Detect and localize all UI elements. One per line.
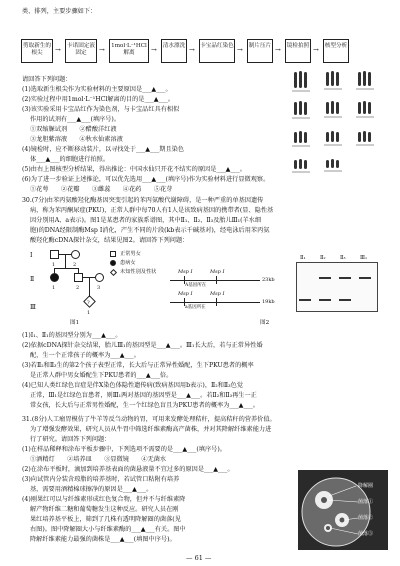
flow-step: 剪取新生的根尖 — [21, 39, 53, 63]
individual-number: 1 — [87, 310, 91, 316]
q30-line: 病，称为苯丙酮尿症(PKU)，正常人群中每70人有1人是该致病基因的携带者(显、隐性基 — [30, 207, 274, 214]
individual-number: 1 — [52, 262, 56, 268]
q30-part: 配，生一个正常孩子的概率为___▲___。 — [30, 352, 140, 359]
q30-line: 30.(7分)由苯丙氨酸羟化酶基因突变引起的苯丙氨酸代谢障碍，是一种严重的单基因遗传 — [22, 197, 264, 204]
gel-band — [319, 299, 331, 301]
q30-part: 是正常人群中男女婚配生下PKU患者的___▲___倍。 — [30, 372, 173, 379]
q30-part: (3)若Ⅱ₂和Ⅱ₃生的第2个孩子表型正常，长大后与正常异性婚配，生下PKU患者的概率 — [22, 362, 254, 369]
gene-label: a基因所在 — [185, 305, 206, 310]
arrow-icon: → — [99, 46, 105, 54]
q30-line: 胞)的DNA经限制酶Msp Ⅰ消化，产生不同的片段(kb表示千碱基对)，经电泳后用苯丙氨 — [30, 227, 270, 234]
individual-number: 1 — [52, 285, 56, 291]
affected-female-symbol — [50, 273, 59, 282]
q29-line: (6)为了进一步验证上述推论，可以优先选用___▲___(填序号)作为实验材料进行显微观察。 — [22, 176, 270, 183]
male-symbol — [74, 273, 83, 282]
lane-header: Ⅱ₃ — [340, 255, 346, 261]
plate-label: 菌落① — [358, 499, 374, 505]
q31-line: (2)在涂布平板时，滴加到培养基表面的菌悬液量不宜过多的原因是___▲___。 — [22, 466, 234, 473]
gel-band — [319, 277, 331, 279]
gel-panel — [296, 262, 378, 312]
enzyme-label: Msp Ⅰ — [178, 269, 193, 275]
flow-step: 卡宝品红染色 — [199, 39, 235, 63]
karyotype-image — [290, 66, 390, 181]
flow-step: 1mol·L⁻¹HCl解离 — [109, 39, 149, 63]
flow-step: 制片压片 — [247, 39, 273, 63]
q29-line: (2)实验过程中用1mol·L⁻¹HCl解离的目的是___▲___。 — [22, 96, 174, 103]
figure-caption: 图1 — [70, 320, 80, 326]
gene-label: A基因所在 — [185, 283, 207, 288]
generation-label: Ⅲ — [30, 304, 36, 311]
q30-part: (2)依据cDNA探针杂交结果，胎儿Ⅲ₁的基因型是___▲___。Ⅲ₁长大后，若与正常异性婚 — [22, 342, 263, 349]
q31-line: (1)在样品稀释和涂布平板步骤中，下列选项不需要的是___▲___(填序号)。 — [22, 446, 226, 453]
female-symbol — [95, 273, 104, 282]
legend-normal-symbol — [110, 251, 116, 257]
flow-step: 核型分析 — [323, 39, 349, 63]
q29-line: ③龙胆紫溶液 ④秋水仙素溶液 — [30, 136, 123, 143]
arrow-icon: → — [189, 46, 195, 54]
individual-number: 3 — [97, 285, 101, 291]
q30-part: 正常，Ⅲ₁是红绿色盲患者，则Ⅲ₁两对基因的基因型是___▲___。若Ⅱ₂和Ⅱ₃再生一正 — [30, 392, 257, 399]
lane-header: Ⅲ₁ — [360, 255, 368, 261]
q29-line: (1)选取新生根尖作为实验材料的主要原因是___▲___。 — [22, 86, 172, 93]
q31-line: 行了研究。请回答下列问题： — [30, 436, 111, 443]
q29-line: ①花萼 ②花瓣 ③雌蕊 ④花药 ⑤花芽 — [30, 186, 173, 193]
q31-line: 基，需要用酒精棉球擦净的原因是___▲___。 — [30, 486, 153, 493]
arrow-icon: → — [313, 46, 319, 54]
q30-part: 常女孩，长大后与正常男性婚配，生一个红绿色盲且为PKU患者的概率为___▲___。 — [30, 402, 259, 409]
q29-line: 请回答下列问题： — [22, 76, 72, 83]
q29-line: (4)镜检时，应不断移动装片，以寻找处于___▲___期且染色 — [22, 146, 185, 153]
descent-line — [65, 254, 66, 268]
q31-line: 为了增强发酵效果，研究人员从牛胃中筛选纤维素酶高产菌株，并对其降解纤维素能力进 — [30, 426, 272, 433]
enzyme-label: Msp Ⅰ — [210, 291, 225, 297]
legend-label: 正常男女 — [120, 251, 141, 257]
cut-site — [216, 276, 217, 284]
size-marker: 19kb — [262, 299, 275, 305]
gel-band — [339, 299, 351, 301]
legend-label: 未知性别及性状 — [120, 269, 157, 275]
q29-line: ①双缩脲试剂 ②醋酸洋红液 — [30, 126, 117, 133]
male-symbol — [50, 250, 59, 259]
q30-line: 因分别用A、a表示)。图1是某患者的家族系谱图，其中Ⅱ₁、Ⅱ₂、Ⅱ₃及胎儿Ⅲ₁(羊水细 — [30, 217, 262, 224]
arrow-icon: → — [55, 46, 61, 54]
arrow-icon: → — [275, 46, 281, 54]
arrow-icon: → — [237, 46, 243, 54]
generation-label: Ⅰ — [30, 252, 33, 259]
q30-line: 酸羟化酶cDNA探针杂交，结果见图2。请回答下列问题： — [30, 237, 189, 244]
unknown-mark: ? — [87, 300, 90, 306]
legend-affected-symbol — [110, 260, 116, 266]
q31-line: ①酒精灯 ②培养皿 ③显微镜 ④无菌水 — [30, 456, 167, 463]
legend-unknown-symbol — [110, 269, 117, 276]
generation-label: Ⅱ — [30, 276, 35, 283]
gel-band — [339, 277, 351, 279]
individual-number: 2 — [76, 285, 80, 291]
q30-part: (1)Ⅰ₁、Ⅱ₁的基因型分别为___▲___。 — [22, 332, 122, 339]
size-marker: 23kb — [262, 277, 275, 283]
lane-header: Ⅱ₁ — [300, 255, 306, 261]
figure-caption: 图2 — [260, 320, 270, 326]
individual-number: 2 — [73, 262, 77, 268]
lane-header: Ⅱ₂ — [320, 255, 326, 261]
petri-plate-figure — [298, 470, 388, 550]
q31-line: 果红培养基平板上，筛到了几株有透明降解圈的菌落(见 — [30, 516, 181, 523]
enzyme-label: Msp Ⅰ — [178, 291, 193, 297]
gel-band — [359, 277, 371, 279]
plate-label: 降解圈 — [358, 483, 374, 489]
q29-line: 体___▲___的细胞进行拍照。 — [30, 156, 110, 163]
q31-line: (3)向试管内分装含琼脂的培养基时，若试管口粘附有培养 — [22, 476, 180, 483]
q31-line: 解产物纤维二糖和葡萄糖发生这种反应。研究人员在刚 — [30, 506, 179, 513]
q31-line: 右图)。图中降解圈大小与纤维素酶的___▲___有关。图中 — [30, 526, 186, 533]
q31-line: 31.(8分)人工瘤胃模仿了牛羊等反刍动物的胃，可用来发酵处理秸秆，提高秸秆的营养价值。 — [22, 416, 276, 423]
q29-line: (5)由右上图核型分析结果，得出推论：中国水仙只开花不结实的原因是___▲___。 — [22, 166, 246, 173]
q31-line: 降解纤维素能力最强的菌株是___▲___(填图中序号)。 — [30, 536, 176, 543]
cut-site — [216, 298, 217, 306]
q29-line: 作用的试剂有___▲___(填序号)。 — [30, 116, 121, 123]
female-symbol — [71, 250, 80, 259]
gel-band — [299, 299, 311, 301]
q31-line: (4)刚果红可以与纤维素形成红色复合物，但并不与纤维素降 — [22, 496, 186, 503]
page-number: — 61 — — [186, 554, 212, 562]
q30-part: (4)已知人类红绿色盲症是伴X染色体隐性遗传病(致病基因用b表示)，Ⅱ₂和Ⅱ₃色觉 — [22, 382, 243, 389]
flow-step: 镜检拍照 — [285, 39, 311, 63]
arrow-icon: → — [151, 46, 157, 54]
flow-step: 清水漂洗 — [161, 39, 187, 63]
plate-label: 菌落② — [358, 515, 374, 521]
intro-line: 类、排列，主要步骤如下： — [22, 8, 97, 15]
flow-step: 卡诺固定液固定 — [65, 39, 97, 63]
legend-label: 患病女 — [120, 260, 136, 266]
enzyme-label: Msp Ⅰ — [210, 269, 225, 275]
plate-label: 菌落③ — [358, 531, 374, 537]
q29-line: (3)该实验采用卡宝品红作为染色剂，与卡宝品红具有相似 — [22, 106, 180, 113]
